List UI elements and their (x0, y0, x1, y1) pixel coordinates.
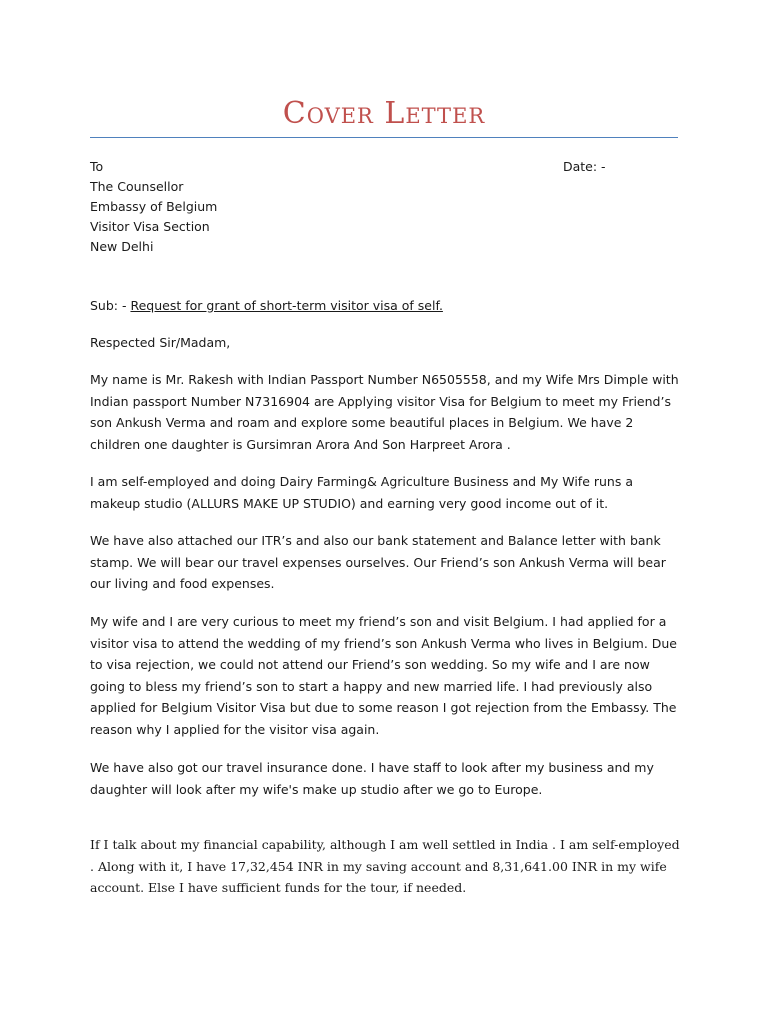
address-line-3: Visitor Visa Section (90, 219, 210, 234)
paragraph-employment: I am self-employed and doing Dairy Farming& Agriculture Business and My Wife runs a makeup studio (ALLURS MAKE UP STUDIO) and earning very good income out of it. (90, 474, 633, 511)
address-line-1: The Counsellor (90, 179, 184, 194)
paragraph-introduction: My name is Mr. Rakesh with Indian Passport Number N6505558, and my Wife Mrs Dimple with Indian passport Number N7316904 are Applying visitor Visa for Belgium to meet my Friend’s son Ankush Verma and roam and explore some beautiful places in Belgium. We have 2 children one daughter is Gursimran Arora And Son Harpreet Arora . (90, 372, 679, 452)
paragraph-insurance: We have also got our travel insurance done. I have staff to look after my business and my daughter will look after my wife's make up studio after we go to Europe. (90, 760, 654, 797)
recipient-address (90, 157, 217, 257)
subject-line (90, 296, 686, 316)
date-label: Date: - (563, 159, 606, 174)
subject-text: Request for grant of short-term visitor visa of self. (130, 298, 443, 313)
address-line-4: New Delhi (90, 239, 154, 254)
address-to: To (90, 159, 104, 174)
paragraph-documents: We have also attached our ITR’s and also our bank statement and Balance letter with bank stamp. We will bear our travel expenses ourselves. Our Friend’s son Ankush Verma will bear our living and food expenses. (90, 533, 666, 591)
greeting: Respected Sir/Madam, (90, 335, 231, 350)
paragraph-finances: If I talk about my financial capability, although I am well settled in India . I am self-employed . Along with it, I have 17,32,454 INR in my saving account and 8,31,641.00 INR in my wife account. Else I have sufficient funds for the tour, if needed. (90, 837, 680, 895)
title-divider (90, 137, 678, 138)
paragraph-purpose: My wife and I are very curious to meet my friend’s son and visit Belgium. I had applied for a visitor visa to attend the wedding of my friend’s son Ankush Verma who lives in Belgium. Due to visa rejection, we could not attend our Friend’s son wedding. So my wife and I are now going to bless my friend’s son to start a happy and new married life. I had previously also applied for Belgium Visitor Visa but due to some reason I got rejection from the Embassy. The reason why I applied for the visitor visa again. (90, 614, 677, 737)
address-line-2: Embassy of Belgium (90, 199, 218, 214)
document-title: Cover Letter (282, 96, 486, 131)
subject-prefix: Sub: - (90, 298, 131, 313)
